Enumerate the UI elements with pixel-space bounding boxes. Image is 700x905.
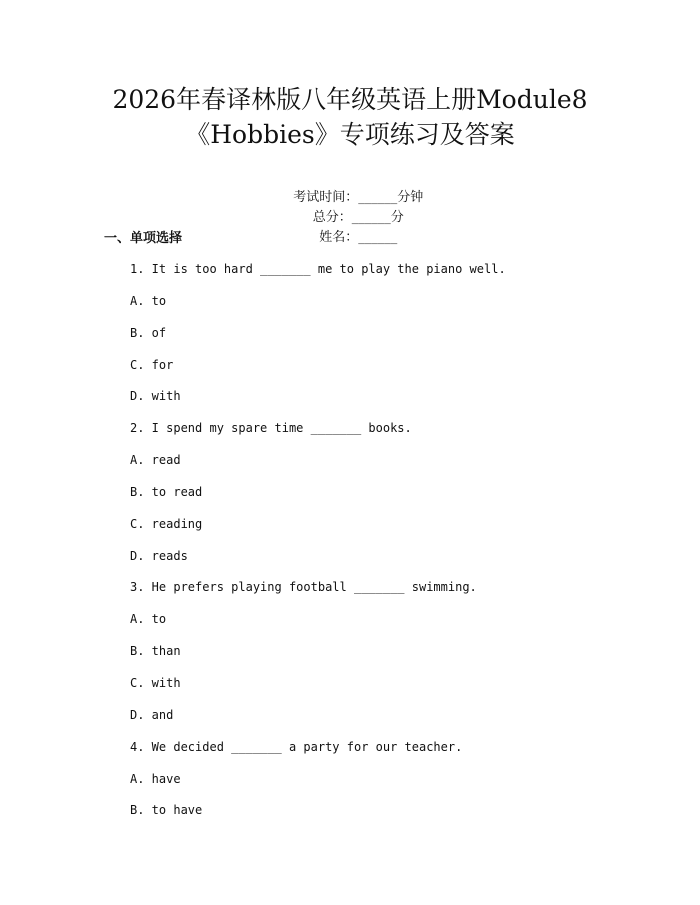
page-title-line-1: 2026年春译林版八年级英语上册Module8 <box>112 85 588 114</box>
question-2-option-d: D. reads <box>130 548 188 563</box>
question-2-option-c: C. reading <box>130 516 203 531</box>
question-3: 3. He prefers playing football _______ swimming. <box>130 580 477 595</box>
question-3-option-c: C. with <box>130 675 181 690</box>
question-3-option-d: D. and <box>130 707 174 722</box>
question-3-option-a: A. to <box>130 612 167 627</box>
question-4-option-b: B. to have <box>130 803 203 818</box>
question-1-option-b: B. of <box>130 325 167 340</box>
exam-time-label: 考试时间：______分钟 <box>293 190 424 205</box>
question-1-option-c: C. for <box>130 357 174 372</box>
question-3-option-b: B. than <box>130 644 181 659</box>
question-2: 2. I spend my spare time _______ books. <box>130 421 412 436</box>
question-1-option-a: A. to <box>130 293 167 308</box>
question-4-option-a: A. have <box>130 771 181 786</box>
page-title-line-2: 《Hobbies》专项练习及答案 <box>185 120 515 149</box>
question-1: 1. It is too hard _______ me to play the piano well. <box>130 262 506 276</box>
question-1-option-d: D. with <box>130 389 181 404</box>
question-2-option-a: A. read <box>130 453 181 468</box>
question-list <box>130 259 506 832</box>
total-score-label: 总分：______分 <box>312 210 404 225</box>
question-2-option-b: B. to read <box>130 484 203 499</box>
student-name-label: 姓名：______ <box>319 230 398 245</box>
exam-info <box>0 168 700 268</box>
section-heading: 一、单项选择 <box>104 231 183 246</box>
question-4: 4. We decided _______ a party for our teacher. <box>130 739 463 754</box>
